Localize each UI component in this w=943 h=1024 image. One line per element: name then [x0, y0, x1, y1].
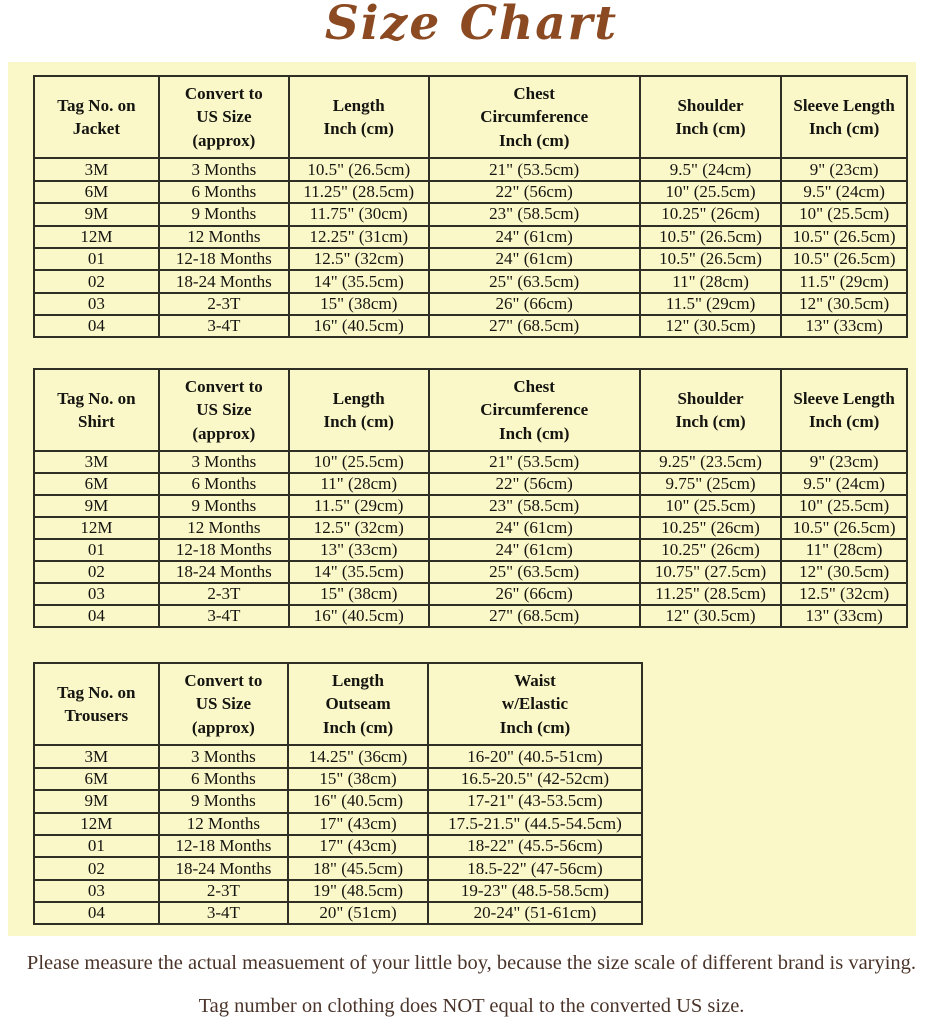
- table-cell: 04: [34, 902, 159, 924]
- table-cell: 12.5" (32cm): [781, 583, 907, 605]
- table-cell: 12M: [34, 226, 159, 248]
- table-cell: 6 Months: [159, 768, 289, 790]
- table-cell: 9.5" (24cm): [781, 181, 907, 203]
- table-cell: 10" (25.5cm): [640, 495, 781, 517]
- header-row: [34, 663, 642, 745]
- table-row: [34, 158, 907, 180]
- table-cell: 18-24 Months: [159, 561, 289, 583]
- table-row: [34, 539, 907, 561]
- table-cell: 12.25" (31cm): [289, 226, 429, 248]
- trousers-size-table: [33, 662, 643, 925]
- table-cell: 14.25" (36cm): [288, 745, 428, 767]
- table-cell: 26" (66cm): [429, 583, 640, 605]
- table-cell: 12.5" (32cm): [289, 248, 429, 270]
- table-cell: 12.5" (32cm): [289, 517, 429, 539]
- column-header: Tag No. on Jacket: [34, 76, 159, 158]
- table-cell: 9.5" (24cm): [640, 158, 781, 180]
- table-cell: 10" (25.5cm): [781, 495, 907, 517]
- table-row: [34, 605, 907, 627]
- column-header: Tag No. on Trousers: [34, 663, 159, 745]
- column-header: Chest Circumference Inch (cm): [429, 76, 640, 158]
- table-row: [34, 517, 907, 539]
- table-cell: 21" (53.5cm): [429, 158, 640, 180]
- table-cell: 24" (61cm): [429, 517, 640, 539]
- table-cell: 15" (38cm): [289, 293, 429, 315]
- table-cell: 12 Months: [159, 517, 289, 539]
- header-row: [34, 369, 907, 451]
- table-cell: 18-24 Months: [159, 857, 289, 879]
- table-cell: 10.25" (26cm): [640, 203, 781, 225]
- table-cell: 3 Months: [159, 451, 289, 473]
- table-row: [34, 473, 907, 495]
- table-row: [34, 880, 642, 902]
- table-row: [34, 857, 642, 879]
- table-cell: 10.75" (27.5cm): [640, 561, 781, 583]
- table-cell: 9" (23cm): [781, 158, 907, 180]
- table-cell: 9M: [34, 495, 159, 517]
- table-cell: 10.5" (26.5cm): [781, 226, 907, 248]
- table-cell: 2-3T: [159, 583, 289, 605]
- table-row: [34, 248, 907, 270]
- table-cell: 25" (63.5cm): [429, 270, 640, 292]
- table-cell: 11.75" (30cm): [289, 203, 429, 225]
- table-cell: 11" (28cm): [640, 270, 781, 292]
- page-title: Size Chart: [324, 0, 619, 51]
- column-header: Shoulder Inch (cm): [640, 76, 781, 158]
- table-cell: 20-24" (51-61cm): [428, 902, 642, 924]
- footer-note-measurement: Please measure the actual measuement of your little boy, because the size scale of different brand is varying.: [26, 952, 917, 974]
- shirt-size-table: [33, 368, 908, 628]
- table-row: [34, 768, 642, 790]
- table-cell: 16-20" (40.5-51cm): [428, 745, 642, 767]
- table-cell: 15" (38cm): [289, 583, 429, 605]
- table-cell: 03: [34, 583, 159, 605]
- table-row: [34, 495, 907, 517]
- table-cell: 12" (30.5cm): [781, 561, 907, 583]
- jacket-size-table: [33, 75, 908, 338]
- table-cell: 27" (68.5cm): [429, 315, 640, 337]
- column-header: Length Inch (cm): [289, 369, 429, 451]
- table-cell: 16" (40.5cm): [289, 315, 429, 337]
- table-cell: 12M: [34, 517, 159, 539]
- table-row: [34, 181, 907, 203]
- table-cell: 11.25" (28.5cm): [640, 583, 781, 605]
- table-cell: 11.25" (28.5cm): [289, 181, 429, 203]
- table-cell: 3M: [34, 451, 159, 473]
- table-cell: 13" (33cm): [781, 605, 907, 627]
- column-header: Sleeve Length Inch (cm): [781, 76, 907, 158]
- table-cell: 15" (38cm): [288, 768, 428, 790]
- table-cell: 02: [34, 857, 159, 879]
- table-row: [34, 451, 907, 473]
- table-row: [34, 745, 642, 767]
- table-cell: 11.5" (29cm): [289, 495, 429, 517]
- column-header: Shoulder Inch (cm): [640, 369, 781, 451]
- table-row: [34, 583, 907, 605]
- table-cell: 02: [34, 270, 159, 292]
- table-cell: 12 Months: [159, 813, 289, 835]
- table-cell: 3M: [34, 158, 159, 180]
- footer-note-tag-number: Tag number on clothing does NOT equal to the converted US size.: [198, 995, 745, 1017]
- table-cell: 3 Months: [159, 158, 289, 180]
- table-cell: 10.25" (26cm): [640, 539, 781, 561]
- table-cell: 22" (56cm): [429, 181, 640, 203]
- table-cell: 3 Months: [159, 745, 289, 767]
- table-cell: 6M: [34, 181, 159, 203]
- table-cell: 9 Months: [159, 203, 289, 225]
- table-cell: 03: [34, 293, 159, 315]
- table-row: [34, 315, 907, 337]
- table-cell: 3M: [34, 745, 159, 767]
- table-cell: 9 Months: [159, 790, 289, 812]
- table-cell: 18-24 Months: [159, 270, 289, 292]
- table-cell: 9M: [34, 203, 159, 225]
- table-cell: 11.5" (29cm): [781, 270, 907, 292]
- table-cell: 11" (28cm): [289, 473, 429, 495]
- table-cell: 18" (45.5cm): [288, 857, 428, 879]
- table-cell: 12-18 Months: [159, 539, 289, 561]
- column-header: Chest Circumference Inch (cm): [429, 369, 640, 451]
- table-cell: 23" (58.5cm): [429, 495, 640, 517]
- table-cell: 19" (48.5cm): [288, 880, 428, 902]
- table-cell: 11.5" (29cm): [640, 293, 781, 315]
- table-cell: 2-3T: [159, 880, 289, 902]
- table-row: [34, 293, 907, 315]
- table-cell: 20" (51cm): [288, 902, 428, 924]
- table-cell: 03: [34, 880, 159, 902]
- table-cell: 25" (63.5cm): [429, 561, 640, 583]
- table-cell: 11" (28cm): [781, 539, 907, 561]
- table-cell: 24" (61cm): [429, 226, 640, 248]
- table-cell: 10.5" (26.5cm): [640, 248, 781, 270]
- table-cell: 22" (56cm): [429, 473, 640, 495]
- table-row: [34, 561, 907, 583]
- table-cell: 16" (40.5cm): [289, 605, 429, 627]
- table-cell: 12" (30.5cm): [781, 293, 907, 315]
- column-header: Tag No. on Shirt: [34, 369, 159, 451]
- table-cell: 18-22" (45.5-56cm): [428, 835, 642, 857]
- table-cell: 16" (40.5cm): [288, 790, 428, 812]
- table-cell: 12M: [34, 813, 159, 835]
- table-cell: 9.5" (24cm): [781, 473, 907, 495]
- table-cell: 6M: [34, 473, 159, 495]
- column-header: Sleeve Length Inch (cm): [781, 369, 907, 451]
- table-cell: 9 Months: [159, 495, 289, 517]
- table-cell: 12" (30.5cm): [640, 605, 781, 627]
- table-cell: 14" (35.5cm): [289, 561, 429, 583]
- table-cell: 02: [34, 561, 159, 583]
- column-header: Convert to US Size (approx): [159, 663, 289, 745]
- table-cell: 9M: [34, 790, 159, 812]
- table-cell: 12-18 Months: [159, 835, 289, 857]
- table-row: [34, 226, 907, 248]
- table-cell: 04: [34, 605, 159, 627]
- table-cell: 01: [34, 835, 159, 857]
- table-cell: 27" (68.5cm): [429, 605, 640, 627]
- table-row: [34, 203, 907, 225]
- table-cell: 10.5" (26.5cm): [781, 517, 907, 539]
- table-cell: 12 Months: [159, 226, 289, 248]
- table-cell: 19-23" (48.5-58.5cm): [428, 880, 642, 902]
- table-cell: 17" (43cm): [288, 835, 428, 857]
- header-row: [34, 76, 907, 158]
- table-cell: 3-4T: [159, 315, 289, 337]
- table-cell: 10.5" (26.5cm): [781, 248, 907, 270]
- table-cell: 17" (43cm): [288, 813, 428, 835]
- table-row: [34, 902, 642, 924]
- table-cell: 10" (25.5cm): [781, 203, 907, 225]
- column-header: Length Inch (cm): [289, 76, 429, 158]
- table-cell: 6 Months: [159, 473, 289, 495]
- table-cell: 26" (66cm): [429, 293, 640, 315]
- table-cell: 04: [34, 315, 159, 337]
- table-cell: 10.5" (26.5cm): [289, 158, 429, 180]
- table-row: [34, 813, 642, 835]
- table-row: [34, 835, 642, 857]
- table-cell: 24" (61cm): [429, 248, 640, 270]
- table-cell: 14" (35.5cm): [289, 270, 429, 292]
- table-cell: 21" (53.5cm): [429, 451, 640, 473]
- table-cell: 10" (25.5cm): [289, 451, 429, 473]
- table-cell: 9.75" (25cm): [640, 473, 781, 495]
- table-row: [34, 270, 907, 292]
- table-cell: 18.5-22" (47-56cm): [428, 857, 642, 879]
- column-header: Convert to US Size (approx): [159, 76, 289, 158]
- column-header: Convert to US Size (approx): [159, 369, 289, 451]
- table-cell: 01: [34, 248, 159, 270]
- table-cell: 24" (61cm): [429, 539, 640, 561]
- column-header: Waist w/Elastic Inch (cm): [428, 663, 642, 745]
- table-cell: 13" (33cm): [781, 315, 907, 337]
- table-cell: 23" (58.5cm): [429, 203, 640, 225]
- table-cell: 6M: [34, 768, 159, 790]
- table-cell: 9.25" (23.5cm): [640, 451, 781, 473]
- table-cell: 12" (30.5cm): [640, 315, 781, 337]
- table-cell: 6 Months: [159, 181, 289, 203]
- table-cell: 12-18 Months: [159, 248, 289, 270]
- table-cell: 17.5-21.5" (44.5-54.5cm): [428, 813, 642, 835]
- table-cell: 10.25" (26cm): [640, 517, 781, 539]
- table-cell: 17-21" (43-53.5cm): [428, 790, 642, 812]
- table-cell: 3-4T: [159, 902, 289, 924]
- table-cell: 10" (25.5cm): [640, 181, 781, 203]
- table-row: [34, 790, 642, 812]
- table-cell: 2-3T: [159, 293, 289, 315]
- table-cell: 16.5-20.5" (42-52cm): [428, 768, 642, 790]
- table-cell: 13" (33cm): [289, 539, 429, 561]
- column-header: Length Outseam Inch (cm): [288, 663, 428, 745]
- table-cell: 10.5" (26.5cm): [640, 226, 781, 248]
- table-cell: 9" (23cm): [781, 451, 907, 473]
- table-cell: 01: [34, 539, 159, 561]
- table-cell: 3-4T: [159, 605, 289, 627]
